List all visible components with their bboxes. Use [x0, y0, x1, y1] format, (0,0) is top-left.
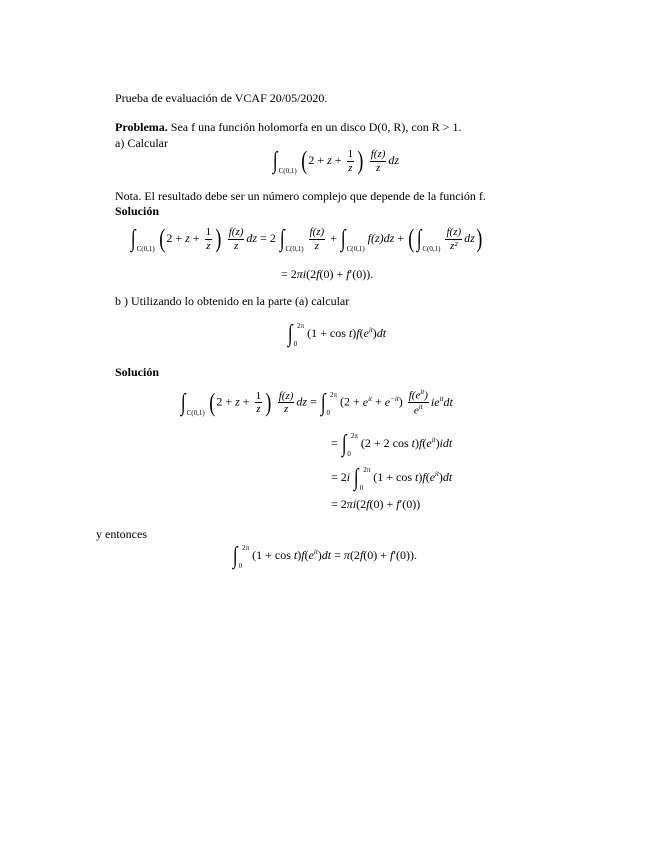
problem-text: Sea f una función holomorfa en un disco D(0, R), con R > 1. [170, 120, 462, 134]
part-b-label: b ) Utilizando lo obtenido en la parte (a) calcular [115, 294, 350, 308]
note: Nota. El resultado debe ser un número complejo que depende de la función f. [115, 189, 486, 203]
problem-statement [115, 121, 462, 133]
problem-label: Problema. [115, 120, 168, 134]
solution-b-line3: = 2i $\int_0^{2\pi}$ $(1 + \cos t)f(e^{it})dt$ [331, 465, 453, 492]
page-title: Prueba de evaluación de VCAF 20/05/2020. [115, 91, 328, 105]
solution-label-a: Solución [115, 204, 160, 218]
integral-a-formula: $\int_{C(0,1)}$ (2 + z + $\frac{1}{z}$ ) $\frac{f(z)}{z}$ dz [272, 146, 400, 176]
conclusion-text: y entonces [96, 527, 147, 541]
solution-a-line1: $\int_{C(0,1)}$ (2 + z + $\frac{1}{z}$ ) $\frac{f(z)}{z}$ dz = 2 $\int_{C(0,1)}$ $\frac{f(z)}{z}$ + $\int_{C(0,1)}$ $f(z)dz + (\int_{C(0,1)}$ $\frac{f(z)}{\text{z²}}$ dz) [130, 224, 483, 254]
conclusion-formula: $\int_0^{2\pi}$ $(1 + \cos t)f(e^{it})dt = \pi(2f(0) + f'(0))$. [232, 543, 418, 570]
solution-label-b: Solución [115, 365, 160, 379]
integral-b-formula: $\int_0^{2\pi}$ $(1 + \cos t)f(e^{it})dt$ [287, 321, 387, 348]
solution-a-line2: = 2πi(2f(0) + f′(0)). [281, 267, 374, 281]
solution-b-line1: $\int_{C(0,1)}$ (2 + z + $\frac{1}{z}$ ) $\frac{f(z)}{z}$ dz = $\int_0^{2\pi}$ $(2 + e^{it} + e^{-it})$ $\frac{f(e^{it})}{e^{it}}$ $ie^{it}dt$ [180, 387, 453, 417]
solution-b-line4: = 2πi(2f(0) + f′(0)) [331, 497, 421, 511]
part-a-label: a) Calcular [115, 136, 168, 150]
solution-b-line2: = $\int_0^{2\pi}$ (2 + 2 $\cos t)f(e^{it})idt$ [331, 431, 453, 458]
